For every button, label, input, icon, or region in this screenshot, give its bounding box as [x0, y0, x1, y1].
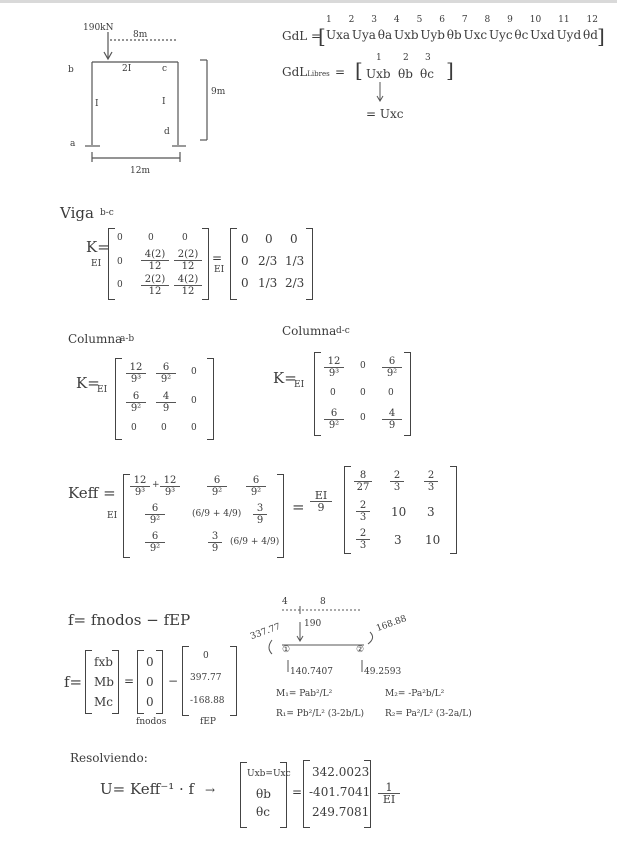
r2-formula: R₂= Pa²/L² (3-2a/L): [385, 709, 472, 719]
frame-span-top-label: 8m: [133, 30, 148, 40]
r1-formula: R₁= Pb²/L² (3-2b/L): [276, 709, 364, 719]
frame-node-a: a: [70, 139, 76, 149]
gdl-var: θa: [377, 28, 393, 42]
m1-formula: M₁= Pab²/L²: [276, 689, 333, 699]
viga-k-label: K=: [86, 238, 110, 256]
frame-base-label: 12m: [130, 166, 150, 176]
keff-label: Keff =: [68, 484, 116, 502]
solve-title: Resolviendo:: [70, 751, 148, 765]
libre-var: θc: [420, 67, 434, 81]
gdl-var: Uyd: [556, 28, 582, 42]
viga-ei: EI: [91, 259, 102, 269]
moment-left: 337.77: [249, 621, 283, 643]
col-ab-nodes: a-b: [120, 334, 135, 344]
node-2: ②: [356, 645, 365, 655]
force-equation: f= fnodos − fEP: [68, 611, 191, 629]
gdl-var: θb: [446, 28, 462, 42]
frame-load-label: 190kN: [83, 23, 114, 33]
moment-right-arrow: [368, 632, 373, 644]
gdl-var: Uya: [351, 28, 376, 42]
result-factor: $\frac{1}{EI}$: [378, 782, 400, 805]
col-dc-ei: EI: [294, 380, 305, 390]
viga-frac: $\frac{4(2)}{12}$: [174, 274, 202, 297]
moment-left-arrow: [269, 640, 272, 654]
frame-col-right-label: I: [162, 97, 166, 107]
frame-col-left-label: I: [95, 99, 99, 109]
keff-ei: EI: [107, 511, 118, 521]
point-load: 190: [304, 619, 322, 629]
viga-frac: $\frac{2(2)}{12}$: [174, 249, 202, 272]
col-ab-k-label: K=: [76, 374, 100, 392]
f-label: f=: [64, 673, 83, 691]
reaction-right: 49.2593: [364, 667, 402, 677]
dim-b: 8: [320, 597, 326, 607]
fnodos-label: fnodos: [136, 717, 167, 727]
gdl-var: Uxb: [393, 28, 419, 42]
libre-var: θb: [398, 67, 413, 81]
m2-formula: M₂= -Pa²b/L²: [385, 689, 445, 699]
col-dc-nodes: d-c: [336, 326, 350, 336]
col-dc-k-label: K=: [273, 369, 297, 387]
gdl-var: Uxa: [326, 28, 351, 42]
gdl-var: Uyc: [488, 28, 513, 42]
frame-node-c: c: [162, 64, 168, 74]
result-value: 249.7081: [312, 805, 370, 819]
viga-frac: $\frac{2(2)}{12}$: [141, 274, 169, 297]
reaction-left: 140.7407: [290, 667, 333, 677]
gdl-var: Uyb: [420, 28, 445, 42]
col-ab-ei: EI: [97, 385, 108, 395]
keff-ei-9: $\frac{EI}{9}$: [310, 490, 332, 513]
viga-nodes: b-c: [100, 208, 114, 218]
frame-node-b: b: [68, 65, 74, 75]
gdl-libres-label: GdLLibres: [282, 65, 330, 79]
frame-height-label: 9m: [211, 87, 226, 97]
gdl-var: Uxc: [463, 28, 488, 42]
gdl-libres-eq: =: [335, 65, 346, 79]
viga-title: Viga: [60, 204, 94, 222]
u-vec-item: Uxb=Uxc: [247, 769, 291, 779]
node-1: ①: [282, 645, 291, 655]
moment-right: 168.88: [375, 613, 409, 635]
libre-var: Uxb: [366, 67, 391, 81]
viga-ei2: EI: [214, 265, 225, 275]
dim-a: 4: [282, 597, 288, 607]
u-vec-item: θc: [256, 805, 270, 819]
gdl-var: θd: [582, 28, 598, 42]
col-ab-title: Columna: [68, 332, 123, 346]
col-dc-title: Columna: [282, 324, 337, 338]
gdl-var: Uxd: [530, 28, 555, 42]
result-value: -401.7041: [309, 785, 371, 799]
frame-node-d: d: [164, 127, 170, 137]
gdl-var: θc: [514, 28, 529, 42]
gdl-label: GdL =: [282, 29, 322, 43]
viga-frac: $\frac{4(2)}{12}$: [141, 249, 169, 272]
result-value: 342.0023: [312, 765, 370, 779]
gdl-vector: 1 2 3 4 5 6 7 8 9 10 11 12 Uxa Uya θa Uxb Uyb θb Uxc Uyc θc Uxd Uyd θd: [326, 15, 598, 42]
u-vec-item: θb: [256, 787, 271, 801]
solve-equation: U= Keff⁻¹ · f: [100, 780, 195, 798]
fep-label: fEP: [200, 717, 216, 727]
frame-beam-label: 2I: [122, 64, 132, 74]
arrow-result: = Uxc: [366, 107, 404, 121]
